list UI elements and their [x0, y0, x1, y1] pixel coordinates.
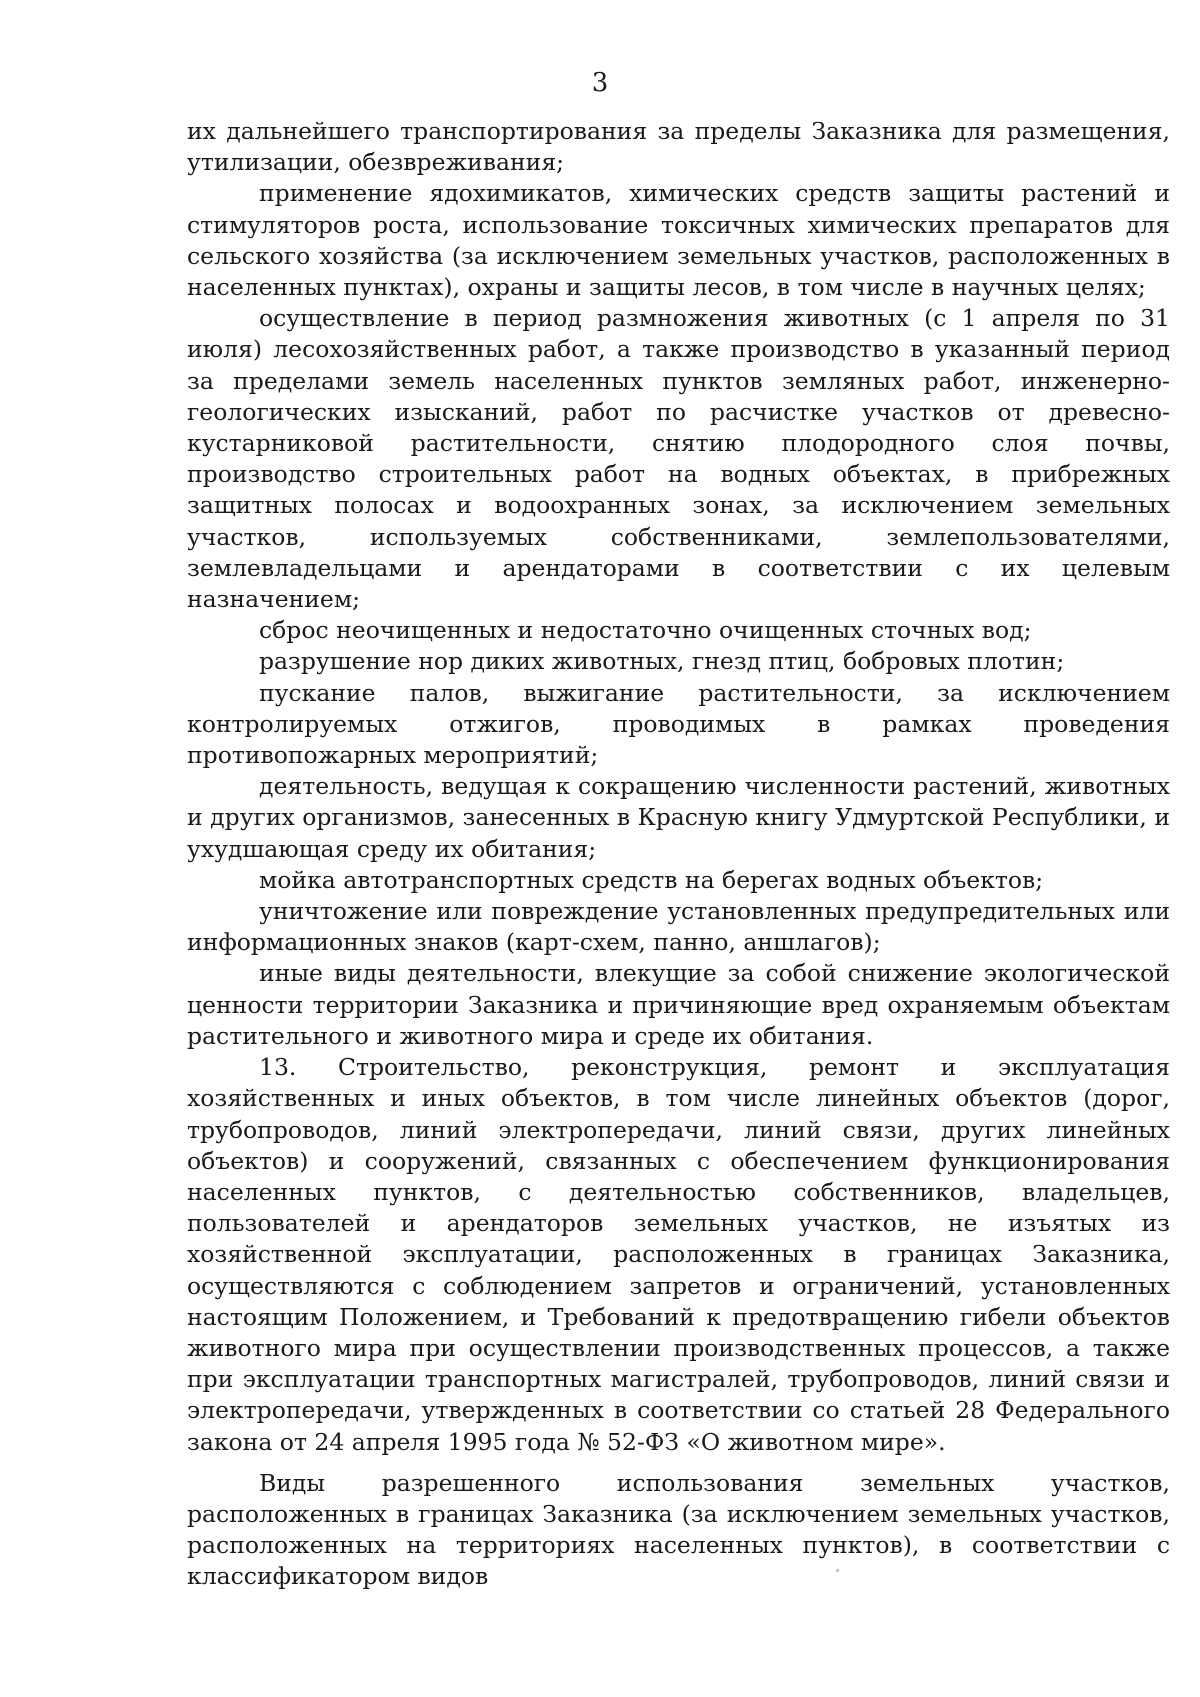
paragraph-pesticides: применение ядохимикатов, химических средств защиты растений и стимуляторов роста, использование токсичных химических препаратов для сельского хозяйства (за исключением земельных участков, расположенных в населенных пунктах), охраны и защиты лесов, в том числе в научных целях;	[187, 179, 1170, 302]
paragraph-13-construction: 13. Строительство, реконструкция, ремонт и эксплуатация хозяйственных и иных объектов, в том числе линейных объектов (дорог, трубопроводов, линий электропередачи, линий связи, других линейных объектов) и сооружений, связанных с обеспечением функционирования населенных пунктов, с деятельностью собственников, владельцев, пользователей и арендаторов земельных участков, не изъятых из хозяйственной эксплуатации, расположенных в границах Заказника, осуществляются с соблюдением запретов и ограничений, установленных настоящим Положением, и Требований к предотвращению гибели объектов животного мира при осуществлении производственных процессов, а также при эксплуатации транспортных магистралей, трубопроводов, линий связи и электропередачи, утвержденных в соответствии со статьей 28 Федерального закона от 24 апреля 1995 года № 52-ФЗ «О животном мире».	[187, 1053, 1170, 1456]
page-number: 3	[591, 68, 609, 98]
paragraph-burrows-nests: разрушение нор диких животных, гнезд птиц, бобровых плотин;	[259, 647, 1065, 676]
paragraph-burning: пускание палов, выжигание растительности, за исключением контролируемых отжигов, проводимых в рамках проведения противопожарных мероприятий;	[187, 678, 1170, 770]
paragraph-permitted-land-use: Виды разрешенного использования земельных участков, расположенных в границах Заказника (за исключением земельных участков, расположенных на территориях населенных пунктов), в соответствии с классификатором видов	[187, 1468, 1170, 1591]
document-body	[187, 116, 1170, 1593]
paragraph-vehicle-washing: мойка автотранспортных средств на берегах водных объектов;	[259, 865, 1044, 894]
paragraph-sewage-discharge: сброс неочищенных и недостаточно очищенных сточных вод;	[259, 616, 1032, 645]
paragraph-other-activities: иные виды деятельности, влекущие за собой снижение экологической ценности территории Заказника и причиняющие вред охраняемым объектам растительного и животного мира и среде их обитания.	[187, 959, 1170, 1050]
paragraph-red-book-species: деятельность, ведущая к сокращению численности растений, животных и других организмов, занесенных в Красную книгу Удмуртской Республики, и ухудшающая среду их обитания;	[187, 772, 1170, 863]
scan-speck	[836, 1569, 839, 1572]
paragraph-signs-damage: уничтожение или повреждение установленных предупредительных или информационных знаков (карт-схем, панно, аншлагов);	[187, 897, 1170, 957]
paragraph-1-continuation: их дальнейшего транспортирования за пределы Заказника для размещения, утилизации, обезвреживания;	[187, 117, 1170, 177]
paragraph-breeding-period-works: осуществление в период размножения животных (с 1 апреля по 31 июля) лесохозяйственных работ, а также производство в указанный период за пределами земель населенных пунктов земляных работ, инженерно-геологических изысканий, работ по расчистке участков от древесно-кустарниковой растительности, снятию плодородного слоя почвы, производство строительных работ на водных объектах, в прибрежных защитных полосах и водоохранных зонах, за исключением земельных участков, используемых собственниками, землепользователями, землевладельцами и арендаторами в соответствии с их целевым назначением;	[187, 304, 1170, 614]
